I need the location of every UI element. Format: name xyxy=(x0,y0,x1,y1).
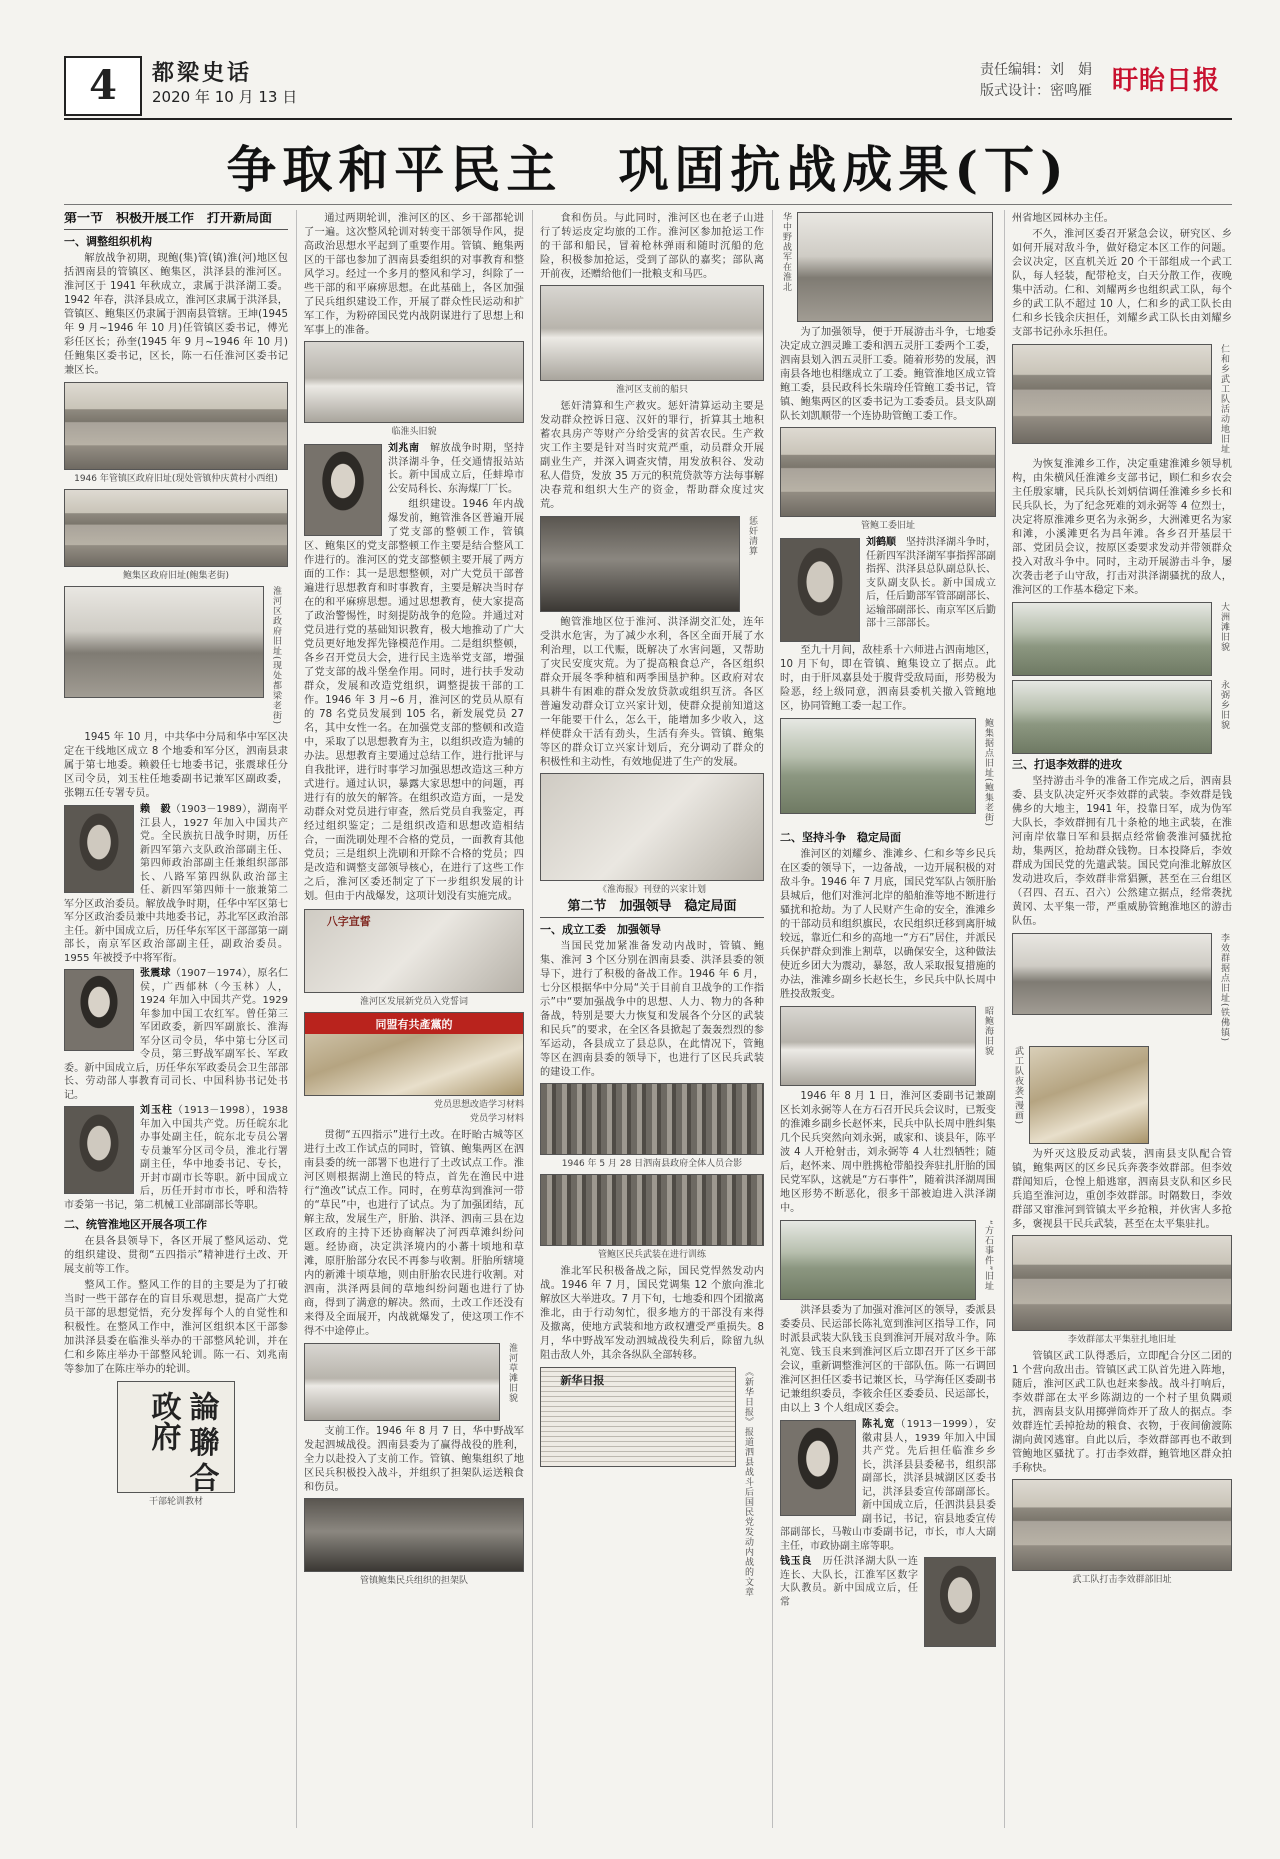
paragraph: 州省地区园林办主任。 xyxy=(1012,213,1114,224)
publication-name: 都梁史话 xyxy=(152,60,253,86)
photo-night-raid-cartoon xyxy=(1029,1046,1149,1144)
photo-caption: 大洲滩旧貌 xyxy=(1219,602,1229,652)
photo-caption: 华中野战军在淮北 xyxy=(781,212,791,292)
photo-with-vertical-caption xyxy=(64,586,288,725)
paragraph: 坚持游击斗争的准备工作完成之后，泗南县委、县支队决定歼灭李效群的武装。李效群是钱佛乡的大地主，1941 年，投靠日军，成为伪军大队长，李效群拥有几十条枪的地主武装，在淮河南岸依靠日军和县据点经常偷袭淮河骚扰抢劫，集两区，抢劫群众钱物。日本投降后，李效群成为国民党的先遣武装。国民党向淮北解放区发动进攻后，李效群非常猖獗，甚至在三台组区（召四、召五、召六）公然建立据点，经常袭扰黄冈、太平集一带，严重威胁管鲍淮地区的游击队伍。 xyxy=(1012,776,1232,927)
photo-huaihe-office xyxy=(64,586,264,698)
bio-zhang-zhenqiu: 张震球（1907－1974），原名仁侯，广西郁林（今玉林）人，1924 年加入中国共产党。1929 年参加中国工农红军。曾任第三军团政委，新四军副旅长、淮海军分区司令员，华中第七分区司令员，第三野战军副军长、军政委。新中国成立后，历任华东军政委员会卫生部部长、劳动部人事教育司司长、中国科协书记处书记。 xyxy=(64,968,288,1101)
header-rule xyxy=(64,118,1232,120)
photo-caption: 管镇鲍集民兵组织的担架队 xyxy=(359,1576,468,1586)
paragraph: 当国民党加紧准备发动内战时，管镇、鲍集、淮河 3 个区分别在泗南县委、洪泽县委的领导下，进行了积极的备战工作。1946 年 6 月，七分区根据华中分局“关于目前自卫战争的工作指示”中“要加强战争中的思想、人力、物力的各种备战，特别是要大力恢复和发展各个分区的武装和民兵”的要求，在全区各县掀起了轰轰烈烈的参军运动，各县成立了县总队，在此情况下，管鲍等区在泗南县委的领导下，也进行了区民兵武装的建设工作。 xyxy=(540,941,764,1078)
paragraph: 在县各县领导下，各区开展了整风运动、党的组织建设、贯彻“五四指示”精神进行土改、开展支前等工作。 xyxy=(64,1236,288,1276)
photo-with-vertical-caption xyxy=(780,718,996,827)
photo-guanbao-committee xyxy=(780,427,996,517)
portrait-liu-heshun xyxy=(780,538,860,642)
paragraph: 不久，淮河区委召开紧急会议，研究区、乡如何开展对敌斗争，做好稳定本区工作的问题。会议决定，区直机关近 20 个干部组成一个武工队，每人轻装，配带枪支，白天分散工作，夜晚集中活动。仁和、刘耀两乡也组织武工队，每个乡的武工队不超过 10 人，仁和乡的武工队长由仁和乡长钱余庆担任，刘耀乡武工队长由刘耀乡支部书记孙永乐担任。 xyxy=(1012,229,1232,338)
photo-stretcher-team xyxy=(304,1498,524,1572)
subheading: 二、统管淮地区开展各项工作 xyxy=(64,1218,207,1232)
design-line: 版式设计：密鸣雁 xyxy=(980,83,1092,99)
photo-caption: 1946 年管镇区政府旧址(现处管镇仲庆黄村小西组) xyxy=(74,474,278,484)
portrait-chen-likuan xyxy=(780,1420,856,1516)
photo-caption: 《新华日报》报道泗县战斗后国民党发动内战的文章 xyxy=(743,1367,753,1597)
subheading: 三、打退李效群的进攻 xyxy=(1012,758,1122,771)
paragraph: 1945 年 10 月，中共华中分局和华中军区决定在干线地区成立 8 个地委和军分区，泗南县隶属于第七地委。赖毅任七地委书记，张震球任分区司令员，刘玉柱任地委副书记兼军区副政委，张翱五任专署专员。 xyxy=(64,732,288,800)
photo-with-vertical-caption xyxy=(1012,680,1232,754)
portrait-qian-yuliang xyxy=(924,1557,996,1647)
page-number: 4 xyxy=(89,62,117,109)
photo-caption: 临淮头旧貌 xyxy=(391,427,437,437)
photo-yongbi-township xyxy=(1012,680,1212,754)
bio-liu-zhaonan: 刘兆南 解放战争时期，坚持洪泽湖斗争，任交通情报站站长。新中国成立后，任蚌埠市公安局科长、东海煤厂厂长。 xyxy=(388,443,524,495)
page-number-box xyxy=(64,56,142,116)
section-heading-2: 第二节 加强领导 稳定局面 xyxy=(540,900,764,918)
photo-with-vertical-caption xyxy=(1012,933,1232,1042)
photo-caption: 党员思想改造学习材料 xyxy=(433,1100,524,1110)
photo-caption: 淮河草滩旧貌 xyxy=(507,1343,517,1403)
photo-guanzhen-office xyxy=(64,382,288,470)
photo-with-vertical-caption xyxy=(540,516,764,612)
photo-caption: 武工队夜袭(漫画) xyxy=(1013,1046,1023,1126)
newspaper-masthead: 新华日报 xyxy=(560,1373,605,1387)
photo-caption: “方石事件”旧址 xyxy=(983,1220,993,1292)
photo-with-vertical-caption xyxy=(1012,602,1232,676)
book-cover-title: 論聯合政府 xyxy=(145,1390,219,1493)
paragraph: 支前工作。1946 年 8 月 7 日，华中野战军发起泗城战役。泗南县委为了赢得战役的胜利，全力以赴投入了支前工作。管镇、鲍集组织了地区民兵积极投入战斗，并组织了担架队运送粮食和伤员。 xyxy=(304,1426,524,1493)
photo-caption: 1946 年 5 月 28 日泗南县政府全体人员合影 xyxy=(561,1159,743,1169)
photo-renhe-team xyxy=(1012,344,1212,444)
photo-with-vertical-caption xyxy=(780,1006,996,1086)
paragraph: 为了加强领导，便于开展游击斗争，七地委决定成立泗灵雎工委和泗五灵肝工委两个工委，泗南县划入泗五灵肝工委。随着形势的发展，泗南县各地也相继成立了工委。鲍管淮地区成立管鲍工委，县民政科长朱瑞玲任管鲍工委书记，管镇、鲍集两区的区委书记为工委委员。县支队副队长刘凯顺带一个连协助管鲍工委工作。 xyxy=(780,327,996,422)
photo-caption: 《淮海报》刊登的兴家计划 xyxy=(597,885,706,895)
paragraph: 惩奸清算和生产救灾。惩奸清算运动主要是发动群众控诉日寇、汉奸的罪行，折算其土地积蓄农具房产等财产分给受害的贫苦农民。生产救灾工作主要是针对当时灾荒严重，动员群众开展副业生产，并深入调查灾情，用发放积谷、发动私人借贷，发放 35 万元的积荒贷款等方法每事解决春荒和组织大生产的资金，帮助群众度过灾荒。 xyxy=(540,401,764,510)
photo-caption: 李效群部太平集驻扎地旧址 xyxy=(1067,1335,1176,1346)
editor-line: 责任编辑：刘 娟 xyxy=(980,62,1092,78)
portrait-lai-yi xyxy=(64,805,134,893)
paragraph: 解放战争初期，现鲍(集)管(镇)淮(河)地区包括泗南县的管镇区、鲍集区，洪泽县的淮河区。淮河区于 1941 年秋成立，隶属于洪泽湖工委。1942 年春，洪泽县成立，淮河区隶属于洪泽县，管镇区、鲍集区仍隶属于泗南县管辖。王坤(1945 年 9 月~1946 年 10 月)任管镇区委书记，傅光彩任区长；孙奎(1945 年 9 月~1946 年 10 月)任鲍集区委书记，区长，陈一石任淮河区委书记兼区长。 xyxy=(64,253,288,376)
editor-credits xyxy=(980,60,1092,102)
photo-caption: 鲍集据点旧址(鲍集老街) xyxy=(983,718,993,828)
bio-lai-yi: 赖 毅（1903－1989），湖南平江县人，1927 年加入中国共产党。全民族抗日战争时期，历任新四军第六支队政治部副主任、第四师政治部副主任兼组织部部长、八路军第四纵队政治部主任、新四军第四师十一旅兼第二军分区政治委员。解放战争时期，任华中军区第七军分区政治委员兼中共地委书记，苏北军区政治部主任。新中国成立后，历任华东军区干部部第一副部长，南京军区政治部副主任，副政治委员。1955 年被授予中将军衔。 xyxy=(64,804,288,964)
photo-caption: 永弼乡旧貌 xyxy=(1219,680,1229,730)
photo-group-1946 xyxy=(540,1083,764,1155)
photo-caption: 干部轮训教材 xyxy=(148,1497,203,1508)
photo-caption: 淮河区支前的船只 xyxy=(615,385,688,395)
paragraph: 为歼灭这股反动武装，泗南县支队配合管镇，鲍集两区的区乡民兵奔袭李效群部。但李效群闻知后，仓惶上船逃窜，泗南县支队和区乡民兵追至淮河边，重创李效群部。时隔数日，李效群部又窜淮河到管镇太平乡抢粮，并伙害人多抢多，褒视县干民兵武装，甚至在太平集驻扎。 xyxy=(1012,1149,1232,1231)
column-3 xyxy=(540,212,764,1826)
photo-with-vertical-caption xyxy=(780,1220,996,1300)
portrait-liu-yuzhu xyxy=(64,1106,134,1194)
title-rule xyxy=(64,204,1232,205)
photo-caption: 武工队打击李效群部旧址 xyxy=(1072,1575,1172,1586)
subheading: 二、坚持斗争 稳定局面 xyxy=(780,831,901,845)
paragraph: 通过两期轮训，淮河区的区、乡干部都轮训了一遍。这次整风轮训对转变干部领导作风，提高政治思想水平起到了重要作用。管镇、鲍集两区的干部也参加了泗南县委组织的对事教育和整风学习。经过一个多月的整风和学习，纠除了一些干部的和平麻痹思想。在此基础上，各区加强了民兵组织建设工作，开展了群众性民运动和扩军工作，为粉碎国民党内战阴谋进行了思想上和军事上的准备。 xyxy=(304,213,524,336)
photo-field-army xyxy=(797,212,993,322)
photo-caption: 管鲍区民兵武装在进行训练 xyxy=(597,1250,706,1260)
photo-oath-document xyxy=(304,909,524,993)
column-divider xyxy=(1004,210,1005,1828)
column-divider xyxy=(532,210,533,1828)
column-1 xyxy=(64,212,288,1826)
photo-caption: 党员学习材料 xyxy=(469,1114,524,1124)
photo-battle-site xyxy=(1012,1479,1232,1571)
paragraph: 洪泽县委为了加强对淮河区的领导，委派县委委员、民运部长陈礼宽到淮河区指导工作，同时派县武装大队钱玉良到淮河开展对敌斗争。陈礼宽、钱玉良来到淮河区后立即召开了区乡干部会议，重新调整淮河区的干部队伍。陈一石调回淮河区担任区委书记兼区长，马学海任区委副书记兼组织委员，李筱余任区委委员、民运部长，由以上 3 个人组成区委会。 xyxy=(780,1305,996,1415)
column-divider xyxy=(296,210,297,1828)
paragraph: 淮北军民积极备战之际，国民党悍然发动内战。1946 年 7 月，国民党调集 12 个旅向淮北解放区大举进攻。7 月下旬，七地委和四个团撤离淮北，由于行动匆忙，很多地方的干部没有来得及撤离，使地方武装和地方政权遭受严重损失。8 月，华中野战军发动泗城战役失利后，除留九纵阻击敌人外，其余各纵队全部转移。 xyxy=(540,1266,764,1361)
photo-caotan xyxy=(304,1343,500,1421)
paragraph: 管镇区武工队得悉后，立即配合分区二团的 1 个营向敌出击。管镇区武工队首先进入阵地，随后，淮河区武工队也赶来参战。战斗打响后，李效群部在太平乡陈湖边的一个村子里负隅顽抗，泗南县支队用掷弹筒炸开了敌人的据点。李效群连忙丢掉抢劫的粮食、衣物，于夜间偷渡陈湖向黄冈逃窜。自此以后，李效群部再也不敢到管鲍地区骚扰了。打击李效群，鲍管地区群众拍手称快。 xyxy=(1012,1351,1232,1475)
column-4 xyxy=(780,212,996,1826)
page-title: 争取和平民主 巩固抗战成果(下) xyxy=(226,140,1070,199)
bio-qian-yuliang: 钱玉良 历任洪泽湖大队一连连长、大队长，江淮军区数字大队教员。新中国成立后，任常 xyxy=(780,1556,918,1608)
newspaper-logo: 盱眙日报 xyxy=(1112,66,1221,96)
photo-with-vertical-caption xyxy=(304,1343,524,1421)
paragraph: 为恢复淮滩乡工作，决定重建淮滩乡领导机构，由朱横风任淮滩乡支部书记，顾仁和乡农会主任殷家墉，民兵队长刘炳信调任淮滩乡乡长和民兵队长，为了纪念死难的刘永弼等 4 位烈士，决定将原淮滩乡更名为永弼乡，大洲滩更名为家和滩，小溪滩更名为昌年滩。各乡召开基层干部、党团员会议，按原区委要求发动并带领群众投入对敌斗争中。同时，主动开展游击斗争，屡次袭击老子山守敌，打击对洪泽湖骚扰的敌人，淮河区的工作基本稳定下来。 xyxy=(1012,459,1232,596)
photo-caption: 淮河区政府旧址(现处都梁老街) xyxy=(271,586,281,726)
column-5 xyxy=(1012,212,1232,1826)
subheading: 一、成立工委 加强领导 xyxy=(540,923,661,936)
paragraph: 组织建设。1946 年内战爆发前，鲍管淮各区普遍开展了党支部的整顿工作，管镇区、鲍集区的党支部整顿工作主要是结合整风工作进行的。淮河区的党支部整顿主要开展了两方面的工作：其一是思想整顿，对广大党员干部普遍进行思想教育和时事教育，主要是解决当时存在的和平麻痹思想。通过思想教育，使大家提高了政治警惕性，时刻提防战争的危险。并通过对党员进行党的基础知识教育，极大地推动了广大党员更好地发挥先锋模范作用。二是组织整顿，各乡召开党员大会，进行民主选举党支部，增强了党支部的战斗堡垒作用。同时，进行扶手发动群众，发展和改造党组织，调整提拔干部的工作。1946 年 3 月~6 月，淮河区的党员从原有的 78 名党员发展到 105 名，新发展党员 27 名，其中女性一名。在加强党支部的整顿和改造中，采取了以思想教育为主，以组织改造为辅的办法。思想教育主要通过总结工作，进行批评与自我批评，进行时事学习加强思想改造这三种方式进行。通过认识，暴露大家思想中的问题，再进行有的放矢的解答。在组织改造方面，一是发动群众对党员进行审查，然后党员自我鉴定，再经过组织鉴定；二是组织改造和思想改造相结合，一面洗刷处理不合格的党员，一面教育其他党员；三是组织上洗刷和开除不合格的党员；四是改造和调整支部领导核心，在进行了这些工作之后，淮河区委还制定了下一步组织发展的计划。但由于内战爆发，这项计划没有实施完成。 xyxy=(304,499,524,902)
photo-baoji-stronghold xyxy=(780,718,976,814)
photo-xinhua-daily xyxy=(540,1367,736,1467)
photo-li-xiaoqun-stronghold xyxy=(1012,933,1212,1015)
study-cover-title: 同盟有共產黨的 xyxy=(375,1017,453,1031)
photo-with-vertical-caption xyxy=(1012,344,1232,454)
photo-militia-training xyxy=(540,1174,764,1246)
photo-zhaobaohai xyxy=(780,1006,976,1086)
photo-boats xyxy=(540,285,764,381)
photo-with-vertical-caption xyxy=(540,1367,764,1597)
paragraph: 淮河区的刘耀乡、淮滩乡、仁和乡等乡民兵在区委的领导下，一边备战，一边开展积极的对敌斗争。1946 年 7 月底，国民党军队占领肝胎县城后，他们对淮河北岸的船舶淮等地不断进行骚扰和抢劫。为了人民财产生命的安全，淮滩乡的干部动员和组织旗民，农民组织迁移到离肝城较远，靠近仁和乡的高地一“方石”居住，并派民兵保护群众到淮上割草，以确保安全，这种做法使近乡团大为震动，暴怒，敌人采取报复措施的办法，淮滩乡副乡长赵长生，乡民兵中队长周中胜投敌叛变。 xyxy=(780,849,996,1001)
photo-baoji-office xyxy=(64,489,288,567)
paragraph: 1946 年 8 月 1 日，淮河区委副书记兼副区长刘永弼等人在方石召开民兵会议时，已叛变的淮滩乡副乡长赵怀来，民兵中队长周中胜纠集几个民兵突然向刘永弼，戚家和、谈县年，陈平波 4 人开枪射击，刘永弼等 4 人壮烈牺牲；随后，赵怀来、周中胜携枪带船投奔驻扎肝胎的国民党军队，这就是“方石事件”，随着洪泽湖周围地区形势不断恶化，很多干部被迫进入洪泽湖中。 xyxy=(780,1091,996,1215)
paragraph: 至九十月间，敌桂系十六师进占泗南地区，10 月下旬，即在管镇、鲍集设立了据点。此时，由于肝凤嘉县处于腹背受敌局面，形势极为险恶，经上级同意，泗南县委机关撤入管鲍地区，协同管鲍工委一起工作。 xyxy=(780,645,996,712)
column-divider xyxy=(772,210,773,1828)
subheading: 一、调整组织机构 xyxy=(64,235,152,248)
bio-chen-likuan: 陈礼宽（1913－1999），安徽肃县人，1939 年加入中国共产党。先后担任临淮乡乡长，洪泽县县委秘书，组织部副部长，洪泽县城湖区区委书记，洪泽县委宣传部副部长。新中国成立后，任泗洪县县委副书记，书记，宿县地委宣传部副部长，马鞍山市委副书记，市长，市人大副主任，市政协副主席等职。 xyxy=(780,1419,996,1552)
column-2 xyxy=(304,212,524,1826)
photo-study-materials xyxy=(304,1012,524,1096)
photo-punish-traitors xyxy=(540,516,740,612)
bio-liu-heshun: 刘鹤顺 坚持洪泽湖斗争时，任新四军洪泽湖军事指挥部副指挥、洪泽县总队副总队长、支队副支队长。新中国成立后，任后勤部军管部副部长、运输部副部长、南京军区后勤部十三部部长。 xyxy=(866,537,996,629)
photo-caption: 李效群据点旧址(铁佛镇) xyxy=(1219,933,1229,1043)
portrait-zhang-zhenqiu xyxy=(64,969,134,1051)
photo-linhuaitou xyxy=(304,341,524,423)
photo-caption: 鲍集区政府旧址(鲍集老街) xyxy=(122,571,230,581)
photo-caption: 管鲍工委旧址 xyxy=(860,521,915,531)
paragraph: 鲍管淮地区位于淮河、洪泽湖交汇处，连年受洪水危害，为了减少水利，各区全面开展了水利治理，以工代赈，既解决了水害问题，又帮助了灾民安度灾荒。为了提高粮食总产，各区组织群众开展冬季种植和两季围垦护种。区政府对农具耕牛有困难的群众发放贷款或组织互济。各区普遍发动群众订立兴家计划，使群众提前知道这一年能要干什么，怎么干，能增加多少收入，这样使群众干活有劲头，生活有奔头。管镇、鲍集等区的群众订立兴家计划后，充分调动了群众的积极性和主动性，有效地促进了生产的发展。 xyxy=(540,617,764,768)
paragraph: 整风工作。整风工作的目的主要是为了打破当时一些干部存在的盲目乐观思想，提高广大党员干部的思想觉悟，充分发挥每个人的自觉性和积极性。在整风工作中，淮河区组织本区干部参加洪泽县委在临淮头举办的干部整风轮训，并在仁和乡陈庄举办干部整风轮训。陈一石、刘兆南等参加了在陈庄举办的轮训。 xyxy=(64,1280,288,1376)
oath-heading: 八字宣誓 xyxy=(326,914,371,928)
paragraph: 食和伤员。与此同时，淮河区也在老子山进行了转运皮定均旅的工作。淮河区参加抢运工作的干部和船民，冒着枪林弹雨和随时沉船的危险，积极参加抢运，受到了部队的嘉奖；部队离开前夜，还赠给他们一批粮支和马匹。 xyxy=(540,213,764,280)
bio-liu-yuzhu: 刘玉柱（1913－1998），1938 年加入中国共产党。历任皖东北办事处副主任，皖东北专员公署专员兼军分区司令员，淮北行署副主任，华中地委书记、专长，开封市副市长等职。新中国成立后，历任开封市市长，呼和浩特市委第一书记，第二机械工业部副部长等职。 xyxy=(64,1105,288,1211)
photo-caption: 昭鲍海旧貌 xyxy=(983,1006,993,1057)
photo-with-vertical-caption xyxy=(1012,1046,1232,1144)
photo-taipingji xyxy=(1012,1235,1232,1331)
section-heading-1: 第一节 积极开展工作 打开新局面 xyxy=(64,212,288,230)
photo-caption: 仁和乡武工队活动地旧址 xyxy=(1219,344,1229,454)
publication-date: 2020 年 10 月 13 日 xyxy=(152,88,298,106)
photo-training-book xyxy=(117,1381,235,1493)
photo-caption: 淮河区发展新党员入党誓词 xyxy=(359,997,468,1007)
photo-fangshi-incident xyxy=(780,1220,976,1300)
photo-with-vertical-caption xyxy=(780,212,996,322)
portrait-liu-zhaonan xyxy=(304,444,382,536)
photo-newspaper-plan xyxy=(540,773,764,881)
photo-caption: 惩奸清算 xyxy=(747,516,757,556)
paragraph: 贯彻“五四指示”进行土改。在盱眙古城等区进行土改工作试点的同时，管镇、鲍集两区在泗南县委的统一部署下也进行了土改试点工作。淮河区则根据湖上渔民的特点，首先在渔民中进行“渔改”试点工作。同时，在剪草沟到淮河一带的“草民”中，也进行了试点。为了加强团结，瓦解主敌，发展生产，肝胎、洪泽、泗南三县在边区政府的主持下还协商解决了河西草滩纠纷问题。经协商，决定洪泽境内的小蕃十顷地和草滩，原肝胎部分农民不再参与收割。肝胎所辖境内的新滩十顷草地，则由肝胎农民进行收割。对泗南，洪泽两县间的草地纠纷问题也进行了协商，得到了满意的解决。然而，土改工作还没有来得及全面展开，内战就爆发了，使这项工作不得不中途停止。 xyxy=(304,1130,524,1337)
photo-dazhoutan xyxy=(1012,602,1212,676)
